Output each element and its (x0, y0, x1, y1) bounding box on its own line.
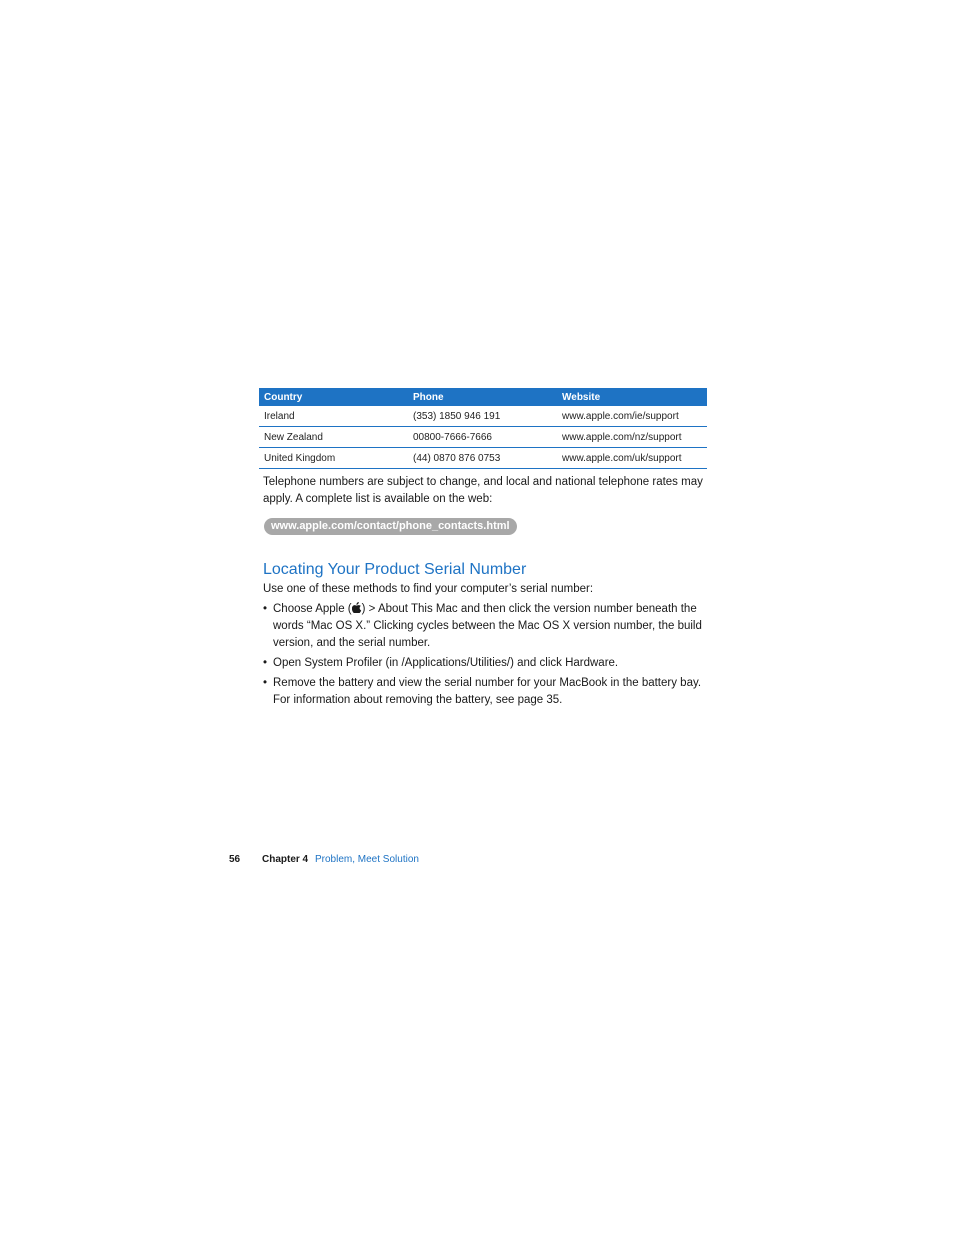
bullet-text: Open System Profiler (in /Applications/Utilities/) and click Hardware. (273, 657, 619, 669)
methods-list (263, 601, 707, 712)
table-row (259, 427, 707, 448)
apple-icon (352, 602, 362, 613)
cell-website: www.apple.com/ie/support (562, 410, 679, 422)
cell-phone: 00800-7666-7666 (413, 431, 492, 443)
bullet-text-after: ) > About This Mac and then click the version number beneath the words “Mac OS X.” Clicking cycles between the Mac OS X version number, the build version, and the serial number. (273, 603, 702, 649)
table-header (259, 388, 707, 406)
header-website: Website (562, 391, 601, 403)
cell-phone: (353) 1850 946 191 (413, 410, 501, 422)
header-country: Country (264, 391, 303, 403)
chapter-title: Problem, Meet Solution (315, 854, 419, 865)
bullet-dot: • (263, 603, 268, 615)
table-row (259, 448, 707, 469)
cell-phone: (44) 0870 876 0753 (413, 452, 501, 464)
bullet-dot: • (263, 657, 268, 669)
list-item (263, 675, 707, 709)
contacts-link[interactable]: www.apple.com/contact/phone_contacts.html (264, 518, 517, 535)
cell-country: United Kingdom (264, 452, 336, 464)
page-number: 56 (229, 854, 241, 865)
section-heading: Locating Your Product Serial Number (263, 561, 527, 578)
section-intro: Use one of these methods to find your computer’s serial number: (263, 583, 594, 595)
phone-note: Telephone numbers are subject to change, and local and national telephone rates may apply. A complete list is available on the web: (263, 476, 703, 505)
list-item (263, 655, 707, 672)
bullet-dot: • (263, 677, 268, 689)
cell-website: www.apple.com/uk/support (562, 452, 682, 464)
table-row (259, 406, 707, 427)
header-phone: Phone (413, 391, 444, 403)
bullet-text: Remove the battery and view the serial number for your MacBook in the battery bay. For information about removing the battery, see page 35. (273, 677, 702, 706)
chapter-label: Chapter 4 (262, 854, 309, 865)
contacts-table (259, 388, 707, 469)
bullet-text-before: Choose Apple ( (273, 603, 352, 615)
cell-country: New Zealand (264, 431, 323, 443)
cell-website: www.apple.com/nz/support (562, 431, 682, 443)
cell-country: Ireland (264, 410, 295, 422)
list-item (263, 601, 707, 652)
